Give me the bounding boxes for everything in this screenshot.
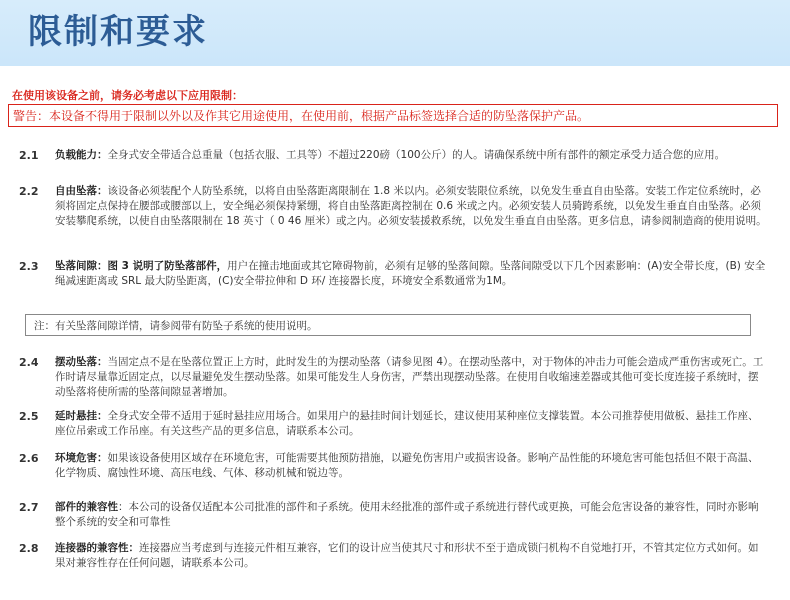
section-text: 连接器应当考虑到与连接元件相互兼容，它们的设计应当使其尺寸和形状不至于造成锁闩机构不自觉地打开，不管其定位方式如何。如果对兼容性存在任何问题，请联系本公司。 [55,542,759,569]
section-body [55,148,767,163]
section-number: 2.1 [19,149,39,162]
section-text: 全身式安全带不适用于延时悬挂应用场合。如果用户的悬挂时间计划延长，建议使用某种座位支撑装置。本公司推荐使用做板、悬挂工作座、座位吊索或工作吊座。有关这些产品的更多信息，请联系本公司。 [55,410,759,437]
page-title: 限制和要求 [28,12,208,52]
section-number: 2.2 [19,185,39,198]
section-text: 如果该设备使用区域存在环境危害，可能需要其他预防措施，以避免伤害用户或损害设备。影响产品性能的环境危害可能包括但不限于高温、 化学物质、腐蚀性环境、高压电线、气体、移动机械和锐边等。 [55,452,759,479]
section-title: 连接器的兼容性： [55,542,139,554]
section-title: 自由坠落： [55,185,108,197]
section-title: 部件的兼容性 [55,501,118,513]
section-title: 延时悬挂： [55,410,108,422]
section-title: 环境危害： [55,452,108,464]
section-title: 坠落间隙：图 3 说明了防坠落部件， [55,260,228,272]
pre-warning-text: 在使用该设备之前，请务必考虑以下应用限制： [12,89,243,102]
section-title: 负载能力： [55,149,108,161]
section-number: 2.7 [19,501,39,514]
warning-box [8,104,778,127]
section-number: 2.5 [19,410,39,423]
section-body [55,355,767,400]
warning-text: 警告：本设备不得用于限制以外以及作其它用途使用，在使用前，根据产品标签选择合适的防坠落保护产品。 [13,109,590,123]
section-text: 用户在撞击地面或其它障碍物前，必须有足够的坠落间隙。坠落间隙受以下几个因素影响：(A)安全带长度，(B) 安全绳减速距离或 SRL 最大防坠距离，(C)安全带拉伸和 D 环/ 连接器长度，环境安全系数通常为1M。 [55,260,766,287]
note-box [25,314,751,336]
section-number: 2.8 [19,542,39,555]
section-text: 当固定点不是在坠落位置正上方时，此时发生的为摆动坠落（请参见图 4）。在摆动坠落中，对于物体的冲击力可能会造成严重伤害或死亡。工作时请尽量靠近固定点，以尽量避免发生摆动坠落。如果可能发生人身伤害，严禁出现摆动坠落。在使用自收缩速差器或其他可变长度连接子系统时，摆动坠落将使所需的坠落间隙显著增加。 [55,356,764,398]
section-title: 摆动坠落： [55,356,108,368]
section-number: 2.4 [19,356,39,369]
section-text: 该设备必须装配个人防坠系统，以将自由坠落距离限制在 1.8 米以内。必须安装限位系统，以免发生垂直自由坠落。安装工作定位系统时，必须将固定点保持在腰部或腰部以上，安全绳必须保持紧绷，将自由坠落距离控制在 0.6 米或之内。必须安装人员骑跨系统，以免发生垂直自由坠落。必须安装攀爬系统，以使自由坠落限制在 18 英寸（ 0 46 厘米）或之内。必须安装援救系统，以免发生垂直自由坠落。更多信息，请参阅制造商的使用说明。 [55,185,767,227]
section-body [55,184,767,229]
section-body [55,451,767,481]
section-number: 2.3 [19,260,39,273]
section-body [55,259,767,289]
note-text: 注：有关坠落间隙详情，请参阅带有防坠子系统的使用说明。 [34,320,318,332]
section-body [55,500,767,530]
header-banner [0,0,790,66]
section-text: 全身式安全带适合总重量（包括衣服、工具等）不超过220磅（100公斤）的人。请确保系统中所有部件的额定承受力适合您的应用。 [107,149,726,161]
section-body [55,409,767,439]
section-body [55,541,767,571]
section-number: 2.6 [19,452,39,465]
section-text: ：本公司的设备仅适配本公司批准的部件和子系统。使用未经批准的部件或子系统进行替代或更换，可能会危害设备的兼容性，同时亦影响整个系统的安全和可靠性 [55,501,759,528]
